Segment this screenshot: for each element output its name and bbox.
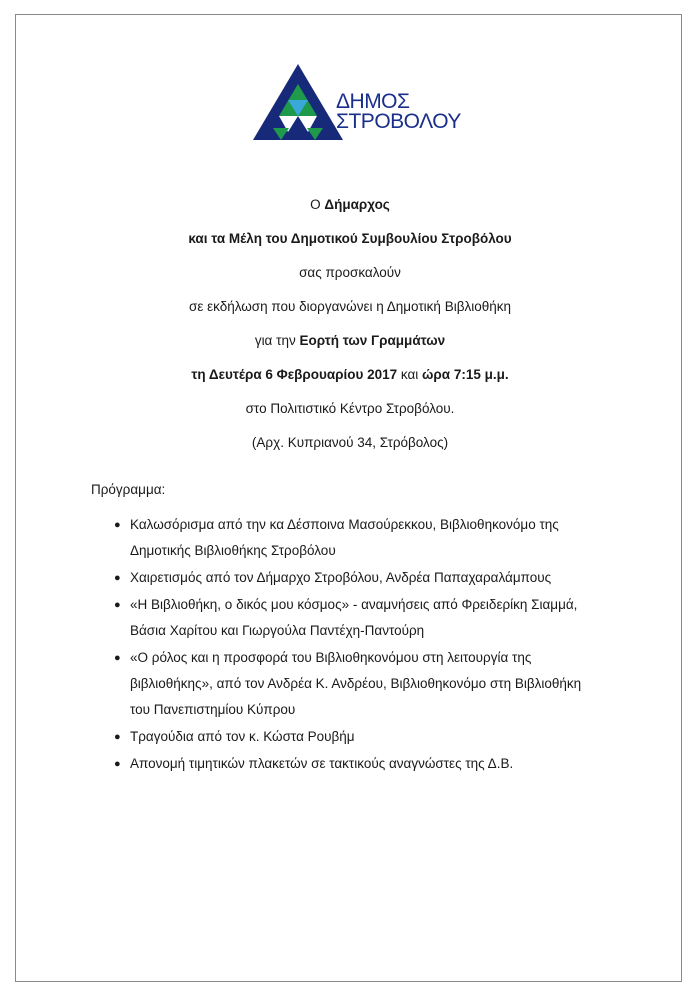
invitation-venue: στο Πολιτιστικό Κέντρο Στροβόλου.	[245, 401, 455, 416]
bullet-icon: ●	[114, 731, 121, 743]
list-item: ● Χαιρετισμός από τον Δήμαρχο Στροβόλου, Ανδρέα Παπαχαραλάμπους	[110, 565, 640, 591]
municipality-logo	[253, 62, 463, 142]
invitation-date-time: τη Δευτέρα 6 Φεβρουαρίου 2017 και ώρα 7:15 μ.μ.	[191, 367, 509, 382]
bullet-icon: ●	[114, 758, 121, 770]
invitation-line-5: για την Εορτή των Γραμμάτων	[254, 333, 446, 348]
program-heading: Πρόγραμμα:	[91, 482, 166, 497]
list-item: ● Τραγούδια από τον κ. Κώστα Ρουβήμ	[110, 724, 640, 750]
bullet-icon: ●	[114, 652, 121, 664]
logo-line-1: ΔΗΜΟΣ	[336, 90, 410, 113]
invitation-address: (Αρχ. Κυπριανού 34, Στρόβολος)	[251, 435, 449, 450]
invitation-line-3: σας προσκαλούν	[299, 265, 401, 280]
triangle-logo-icon	[253, 62, 343, 142]
program-list	[110, 512, 640, 778]
logo-wordmark	[336, 92, 461, 132]
bullet-icon: ●	[114, 519, 121, 531]
invitation-text	[30, 188, 670, 460]
list-item: ● Απονομή τιμητικών πλακετών σε τακτικούς αναγνώστες της Δ.Β.	[110, 751, 640, 777]
list-item: ● «Η Βιβλιοθήκη, ο δικός μου κόσμος» - αναμνήσεις από Φρειδερίκη Σιαμμά, Βάσια Χαρίτου και Γιωργούλα Παντέχη-Παντούρη	[110, 592, 640, 644]
invitation-line-1: Ο Δήμαρχος	[310, 197, 390, 212]
bullet-icon: ●	[114, 572, 121, 584]
logo-line-2: ΣΤΡΟΒΟΛΟΥ	[336, 110, 461, 133]
list-item: ● Καλωσόρισμα από την κα Δέσποινα Μασούρεκκου, Βιβλιοθηκονόμο της Δημοτικής Βιβλιοθήκης Στροβόλου	[110, 512, 640, 564]
invitation-line-4: σε εκδήλωση που διοργανώνει η Δημοτική Βιβλιοθήκη	[188, 299, 511, 314]
bullet-icon: ●	[114, 599, 121, 611]
invitation-line-2: και τα Μέλη του Δημοτικού Συμβουλίου Στροβόλου	[188, 231, 512, 246]
list-item: ● «Ο ρόλος και η προσφορά του Βιβλιοθηκονόμου στη λειτουργία της βιβλιοθήκης», από τον Ανδρέα Κ. Ανδρέου, Βιβλιοθηκονόμο στη Βιβλιοθήκη του Πανεπιστημίου Κύπρου	[110, 645, 640, 723]
page-border	[15, 14, 682, 982]
